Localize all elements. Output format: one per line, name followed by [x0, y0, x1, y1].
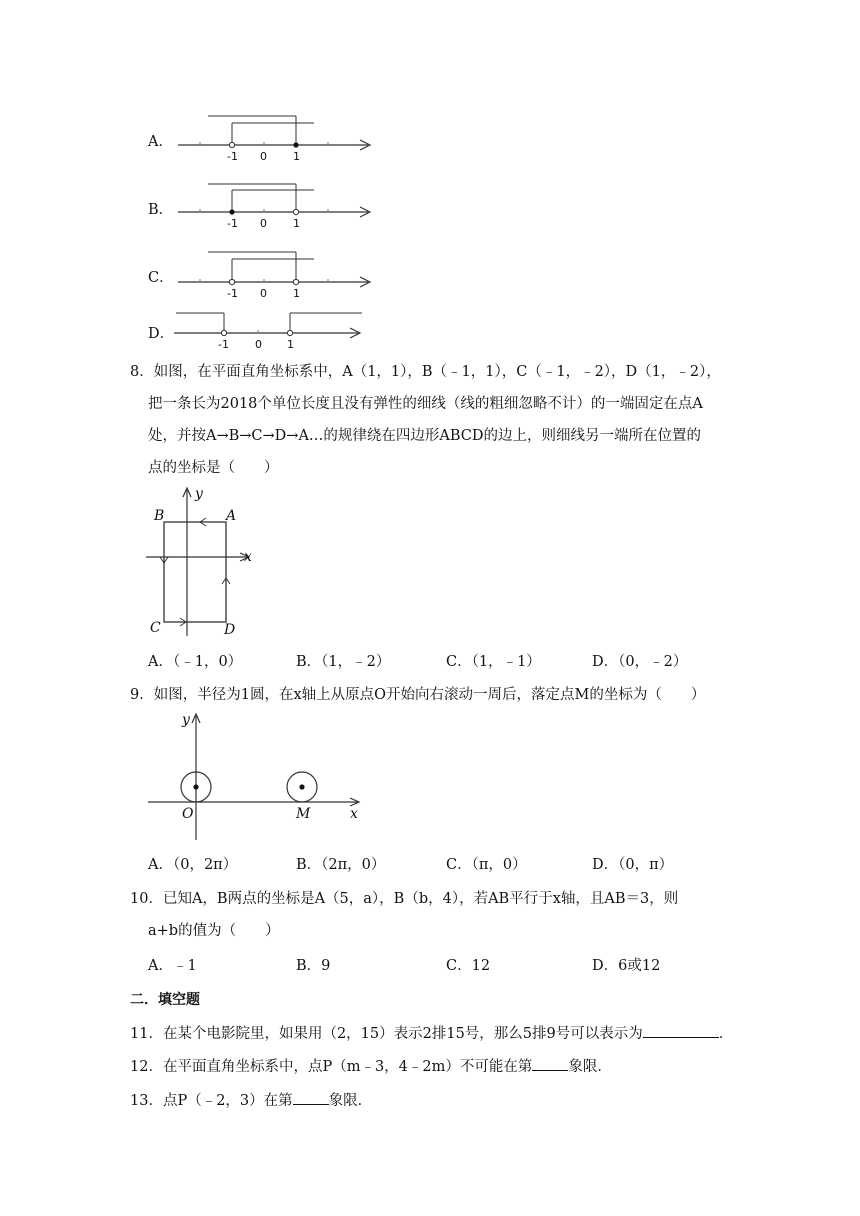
q9-option-a: A．（0，2π）: [148, 857, 238, 873]
number-line-c: [176, 244, 376, 300]
tick-label: 1: [293, 287, 300, 300]
tick-label: -1: [227, 150, 238, 163]
point-label-d: D: [224, 622, 236, 638]
point-label-a: A: [226, 508, 237, 524]
q11-line: [130, 1023, 733, 1044]
q13-tail: 象限．: [328, 1093, 373, 1109]
q10-line-1: 10．已知A，B两点的坐标是A（5，a），B（b，4），若AB平行于x轴，且AB＝3，则: [130, 891, 679, 907]
q12-tail: 象限．: [568, 1059, 612, 1075]
q7-option-d: [148, 306, 388, 362]
tick-label: 0: [260, 150, 267, 163]
q9-option-d: D．（0，π）: [592, 857, 674, 873]
section-heading: 二．填空题: [130, 992, 200, 1008]
q10-option-d: D．6或12: [592, 958, 661, 974]
axis-label-x: x: [244, 549, 252, 565]
option-label: C．: [148, 270, 174, 286]
point-label-b: B: [154, 508, 165, 524]
q7-option-c: [148, 244, 388, 300]
option-label: A．: [148, 134, 173, 150]
answer-blank[interactable]: [293, 1090, 329, 1105]
rolling-circle-diagram: [140, 708, 370, 844]
axis-label-y: y: [195, 486, 203, 502]
tick-label: 0: [260, 217, 267, 230]
number-line-b: [176, 176, 376, 232]
q13-text: 13．点P（﹣2，3）在第: [130, 1093, 293, 1109]
q8-figure: [140, 484, 260, 644]
q10-option-a: A．﹣1: [148, 958, 197, 974]
q7-option-b: [148, 176, 388, 232]
axis-label-y: y: [182, 712, 190, 728]
q10-option-c: C．12: [446, 958, 491, 974]
q7-option-a: [148, 108, 388, 164]
q9-option-b: B．（2π，0）: [296, 857, 386, 873]
answer-blank[interactable]: [532, 1056, 568, 1071]
tick-label: -1: [227, 217, 238, 230]
tick-label: -1: [227, 287, 238, 300]
q9-option-c: C．（π，0）: [446, 857, 527, 873]
q13-line: [130, 1090, 372, 1111]
tick-label: 1: [293, 217, 300, 230]
q8-line-4: 点的坐标是（ ）: [148, 460, 279, 476]
q11-tail: ．: [718, 1026, 734, 1042]
number-line-d: [172, 306, 372, 356]
q11-text: 11．在某个电影院里，如果用（2，15）表示2排15号，那么5排9号可以表示为: [130, 1026, 643, 1042]
q9-figure: [140, 708, 370, 844]
q12-line: [130, 1056, 612, 1077]
q8-line-3: 处，并按A→B→C→D→A…的规律绕在四边形ABCD的边上，则细线另一端所在位置的: [148, 428, 702, 444]
tick-label: 1: [293, 150, 300, 163]
q8-option-a: A．（﹣1，0）: [148, 654, 243, 670]
tick-label: -1: [218, 338, 229, 351]
q8-coords: A（1，1），B（﹣1，1），C（﹣1，﹣2），D（1，﹣2），: [342, 364, 721, 380]
q8-option-d: D．（0，﹣2）: [592, 654, 688, 670]
q10-option-b: B．9: [296, 958, 331, 974]
point-label-c: C: [150, 620, 161, 636]
point-label-o: O: [182, 806, 194, 822]
option-label: B．: [148, 202, 174, 218]
q9-line-1: 9．如图，半径为1圆，在x轴上从原点O开始向右滚动一周后，落定点M的坐标为（ ）: [130, 687, 706, 703]
q8-line-1: [130, 362, 721, 382]
tick-label: 0: [255, 338, 262, 351]
q8-option-c: C．（1，﹣1）: [446, 654, 541, 670]
q8-text: 8．如图，在平面直角坐标系中，: [130, 364, 343, 380]
tick-label: 1: [287, 338, 294, 351]
tick-label: 0: [260, 287, 267, 300]
point-label-m: M: [296, 806, 311, 822]
q8-line-2: 把一条长为2018个单位长度且没有弹性的细线（线的粗细忽略不计）的一端固定在点A: [148, 396, 703, 412]
q12-text: 12．在平面直角坐标系中，点P（m﹣3，4﹣2m）不可能在第: [130, 1059, 533, 1075]
q8-option-b: B．（1，﹣2）: [296, 654, 391, 670]
axis-label-x: x: [350, 806, 358, 822]
q10-line-2: a+b的值为（ ）: [148, 923, 280, 939]
option-label: D．: [148, 326, 175, 342]
answer-blank[interactable]: [643, 1023, 719, 1038]
number-line-a: [176, 108, 376, 164]
